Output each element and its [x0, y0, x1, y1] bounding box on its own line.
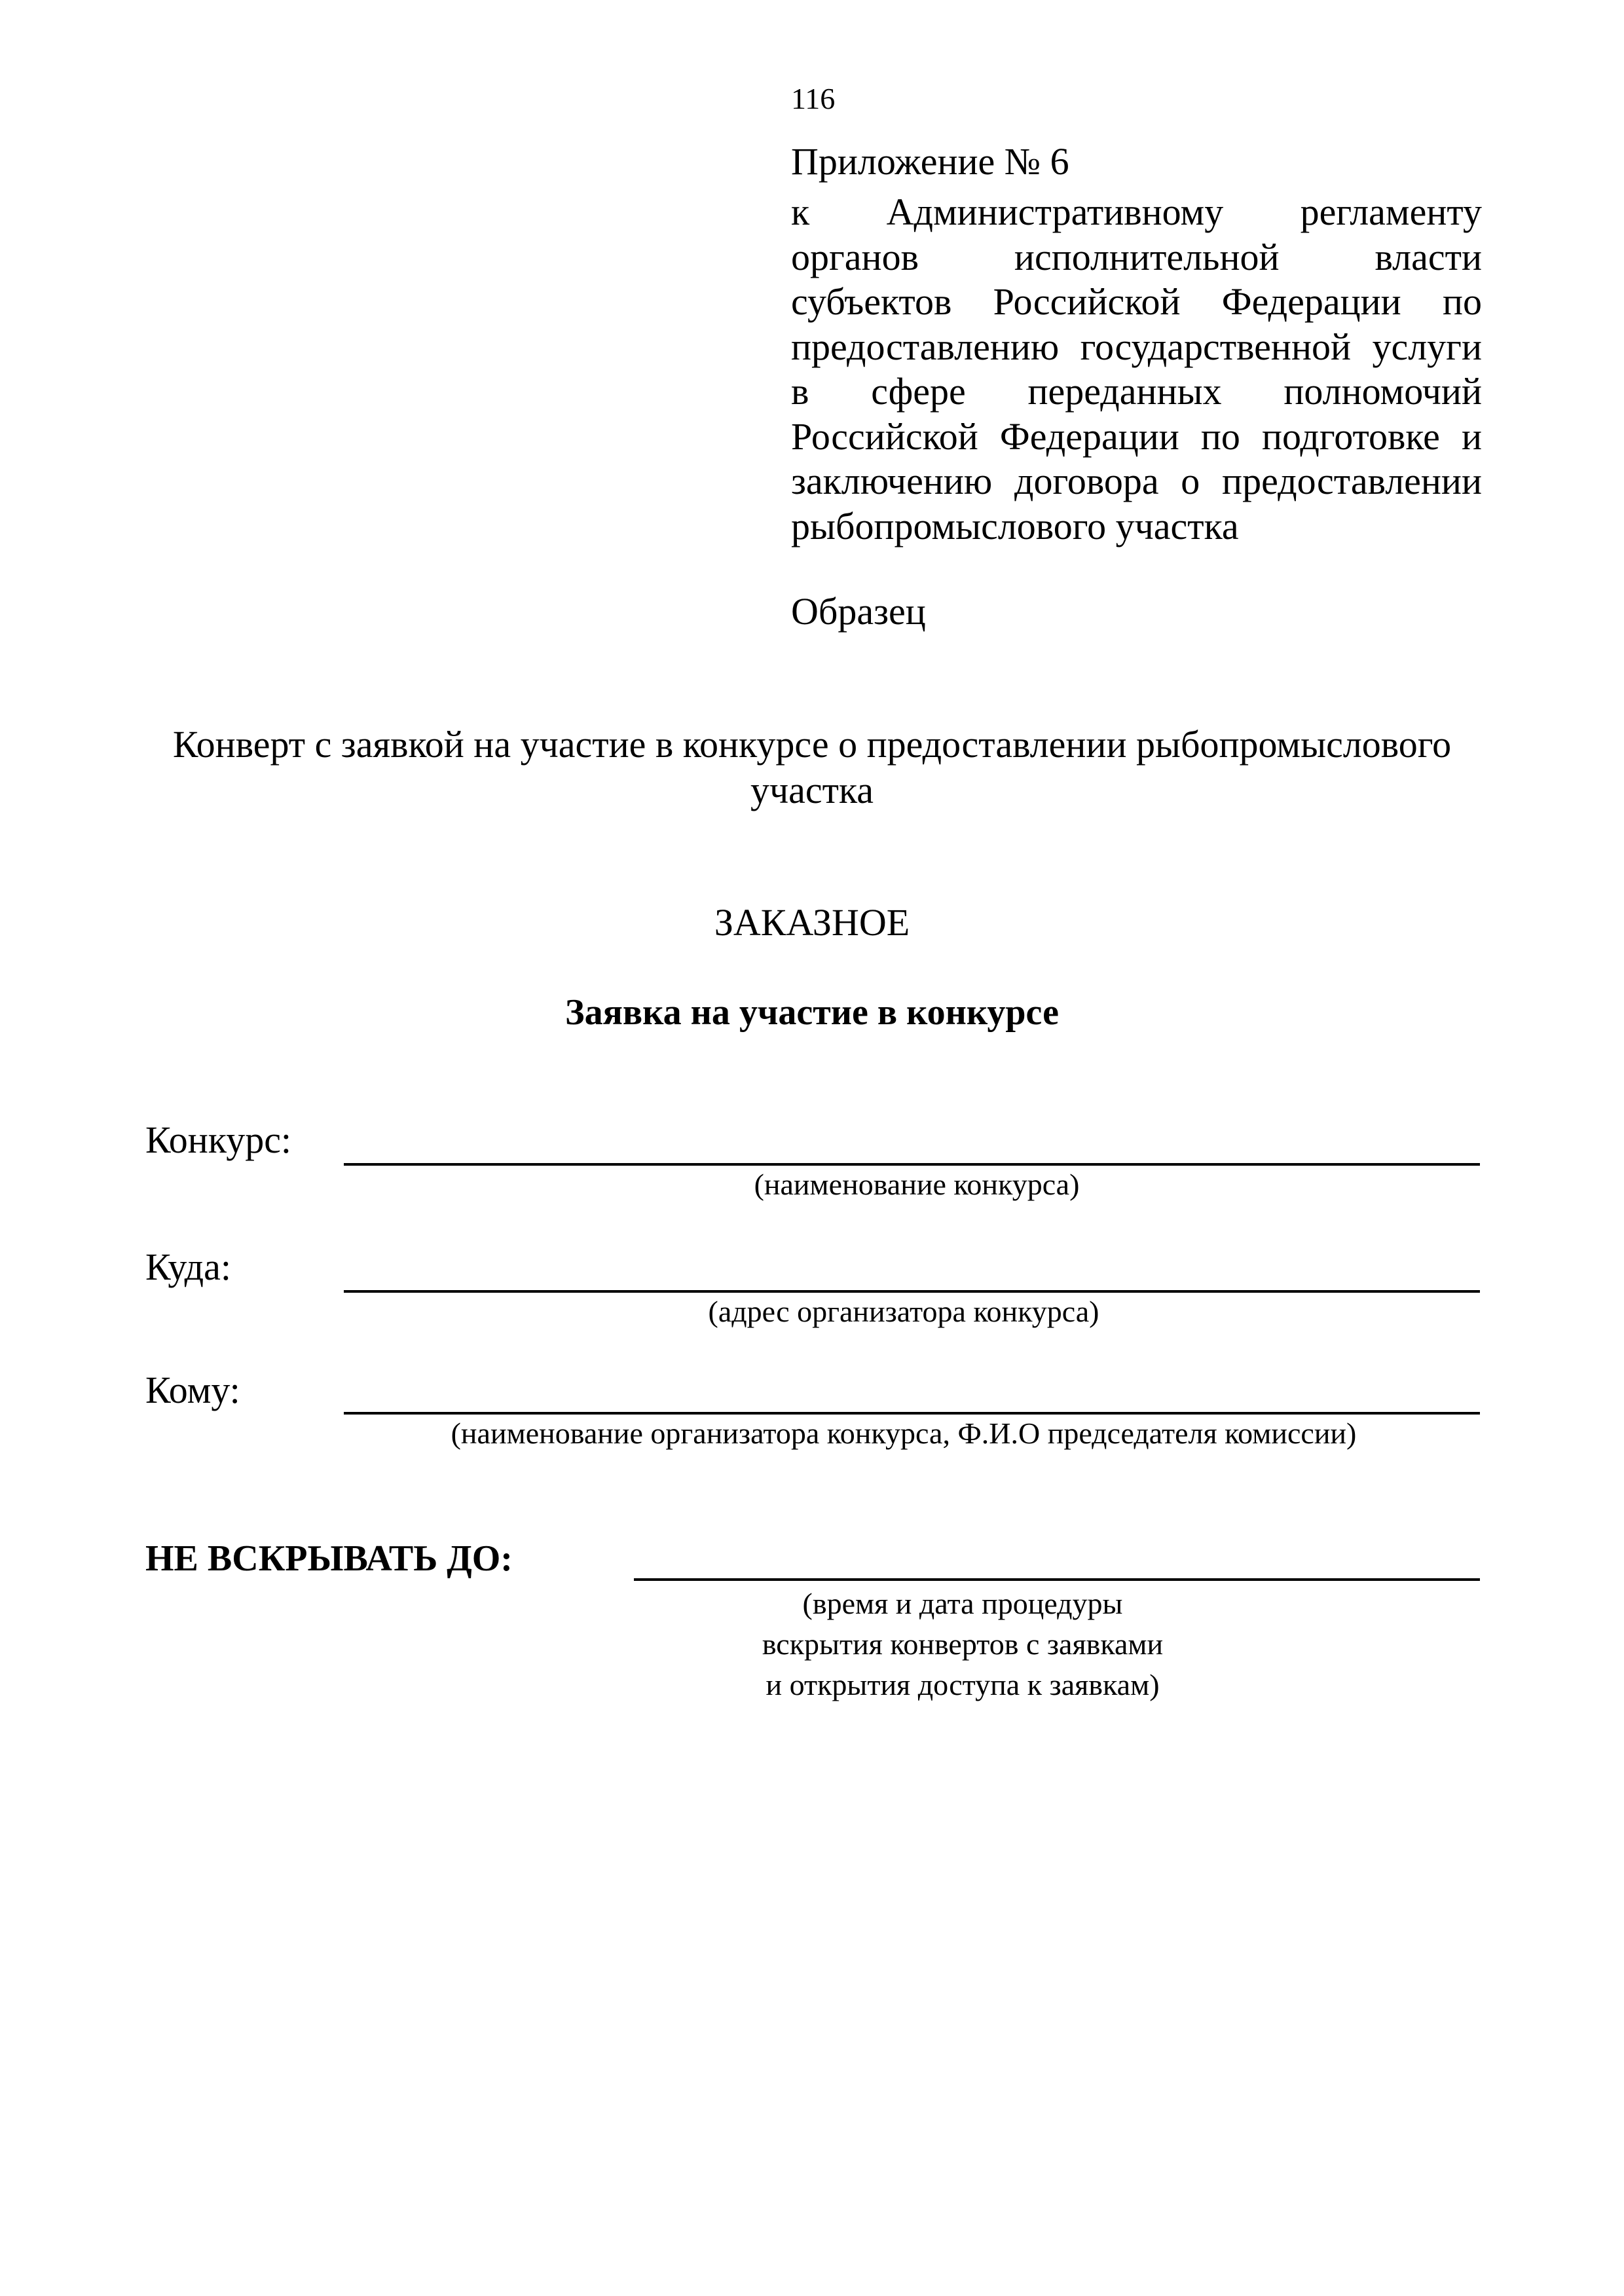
application-heading: Заявка на участие в конкурсе [565, 992, 1059, 1033]
do-not-open-caption-line: и открытия доступа к заявкам) [766, 1668, 1160, 1701]
appendix-line: рыбопромыслового участка [791, 504, 1239, 547]
do-not-open-label: НЕ ВСКРЫВАТЬ ДО: [145, 1538, 513, 1579]
appendix-line: Российской Федерации по подготовке и [791, 415, 1482, 458]
appendix-line: к Административному регламенту [791, 191, 1482, 233]
where-line [344, 1290, 1480, 1293]
where-caption: (адрес организатора конкурса) [708, 1295, 1099, 1328]
appendix-title: Приложение № 6 [791, 140, 1069, 183]
contest-label: Конкурс: [145, 1119, 292, 1161]
envelope-title-line: Конверт с заявкой на участие в конкурсе о предоставлении рыбопромыслового [172, 723, 1452, 766]
appendix-reference [791, 190, 1482, 549]
registered-mark: ЗАКАЗНОЕ [714, 901, 910, 944]
envelope-title-line: участка [750, 769, 874, 811]
appendix-line: заключению договора о предоставлении [791, 460, 1482, 502]
sample-label: Образец [791, 590, 926, 633]
to-whom-label: Кому: [145, 1369, 240, 1411]
do-not-open-line [634, 1578, 1480, 1581]
do-not-open-caption [753, 1583, 1172, 1705]
contest-caption: (наименование конкурса) [754, 1168, 1080, 1201]
to-whom-caption: (наименование организатора конкурса, Ф.И.О председателя комиссии) [451, 1416, 1357, 1450]
envelope-title [131, 722, 1493, 813]
do-not-open-caption-line: (время и дата процедуры [802, 1587, 1123, 1620]
to-whom-line [344, 1412, 1480, 1415]
appendix-line: органов исполнительной власти [791, 235, 1482, 278]
contest-line [344, 1163, 1480, 1166]
do-not-open-caption-line: вскрытия конвертов с заявками [762, 1627, 1164, 1661]
appendix-line: предоставлению государственной услуги [791, 325, 1482, 368]
appendix-line: в сфере переданных полномочий [791, 370, 1482, 413]
page-number: 116 [791, 82, 836, 115]
where-label: Куда: [145, 1246, 232, 1288]
appendix-line: субъектов Российской Федерации по [791, 280, 1482, 323]
